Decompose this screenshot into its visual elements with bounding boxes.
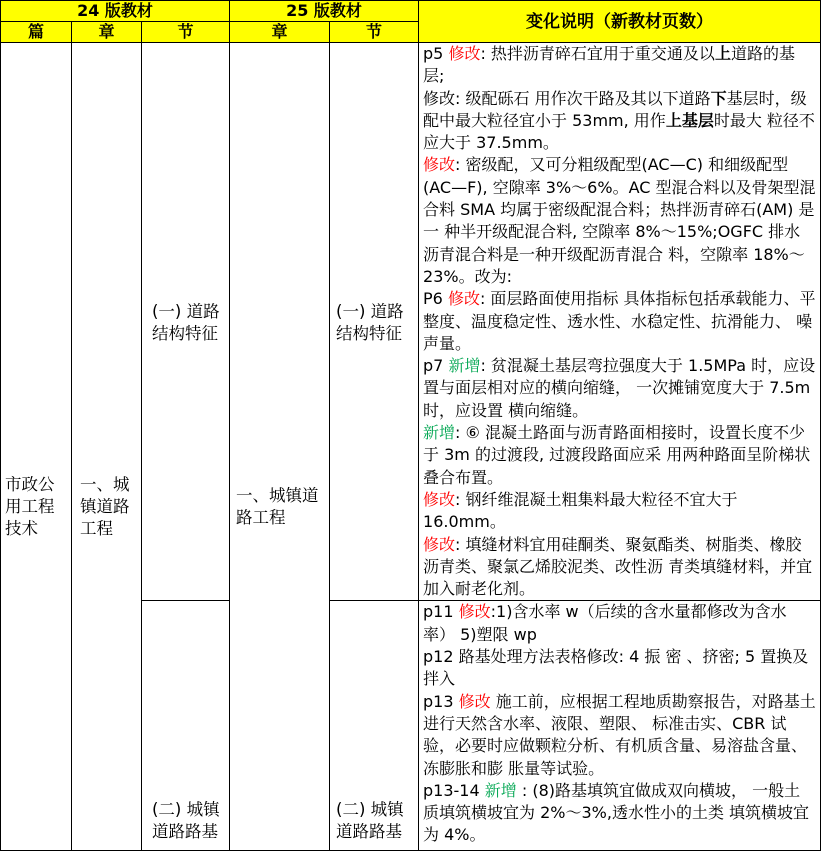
modify-tag: 修改 [458,602,491,622]
note-text: : (8)路基填筑宜做成双向横坡， 一般土质填筑横坡宜为 2%～3%,透水性小的土类 填筑横坡宜为 4%。 [423,780,810,845]
change-note [423,489,816,534]
modify-tag: 修改 [447,289,480,309]
header-zhang-24: 章 [72,22,142,43]
modify-tag: 修改 [458,691,491,711]
change-note [423,422,816,489]
note-text: 上基层 [665,110,714,130]
change-note [423,88,816,155]
header-24-edition: 24 版教材 [1,1,230,22]
modify-tag: 修改 [423,155,456,175]
change-note [423,154,816,288]
note-text: :1)含水率 w（后续的含水量都修改为含水率） 5)塑限 wp [423,602,787,644]
change-note [423,534,816,601]
header-change-notes: 变化说明（新教材页数） [419,1,821,43]
header-zhang-25: 章 [230,22,330,43]
note-text: : 钢纤维混凝土粗集料最大粒径不宜大于 16.0mm。 [423,489,738,532]
note-text: p12 路基处理方法表格修改: 4 振 密 、挤密; 5 置换及拌入 [423,647,809,689]
note-text: 施工前，应根据工程地质勘察报告，对路基土进行天然含水率、液限、塑限、 标准击实、CBR 试验，必要时应做颗粒分析、有机质含量、易溶盐含量、冻膨胀和膨 胀量等试验。 [423,691,816,778]
header-pian: 篇 [1,22,72,43]
note-text: p11 [423,602,459,622]
notes-section-2 [419,601,821,851]
header-jie-25: 节 [330,22,419,43]
modify-tag: 修改 [423,534,456,554]
change-note [423,780,816,847]
modify-tag: 修改 [448,44,481,63]
modify-tag: 修改 [423,489,456,509]
note-text: p13 [423,691,459,711]
note-text: : 贫混凝土基层弯拉强度大于 1.5MPa 时，应设置与面层相对应的横向缩缝， 一次摊铺宽度大于 7.5m 时，应设置 横向缩缝。 [423,356,816,420]
note-text: : 热拌沥青碎石宜用于重交通及以 [480,44,715,63]
add-tag: 新增 [484,780,517,800]
note-text: p7 [423,356,449,376]
zhang-24-cell: 一、城镇道路工程 [72,43,142,851]
jie-24-section-2: (二) 城镇道路路基 [142,601,230,851]
note-text: 上 [714,44,731,63]
note-text: p5 [423,44,449,63]
header-jie-24: 节 [142,22,230,43]
zhang-25-cell: 一、城镇道路工程 [230,43,330,851]
jie-25-section-2: (二) 城镇道路路基 [330,601,419,851]
add-tag: 新增 [448,356,481,376]
jie-24-section-1: (一) 道路结构特征 [142,43,230,601]
pian-cell: 市政公用工程技术 [1,43,72,851]
change-note [423,691,816,780]
change-note [423,288,816,355]
note-text: : 面层路面使用指标 具体指标包括承载能力、平整度、温度稳定性、透水性、水稳定性、抗滑能力、 噪声量。 [423,289,816,353]
change-note [423,43,816,88]
jie-25-section-1: (一) 道路结构特征 [330,43,419,601]
note-text: 时最大 粒径不应大于 37.5mm。 [423,110,815,153]
note-text: 基层时，级配中最大粒径宜小于 53mm, 用作 [423,88,807,130]
note-text: 修改: 级配砾石 用作次干路及其以下道路 [423,88,711,108]
note-text: : ⑥ 混凝土路面与沥青路面相接时，设置长度不少于 3m 的过渡段, 过渡段路面应采 用两种路面呈阶梯状叠合布置。 [423,423,811,487]
change-note [423,355,816,422]
note-text: 下 [710,88,727,108]
add-tag: 新增 [423,423,456,443]
change-note [423,646,816,691]
note-text: : 填缝材料宜用硅酮类、聚氨酯类、树脂类、橡胶沥青类、聚氯乙烯胶泥类、改性沥 青类填缝材料，并宜加入耐老化剂。 [423,534,813,599]
note-text: p13-14 [423,780,485,800]
notes-list-section-2 [423,601,816,846]
note-text: 道路的基层; [423,44,795,86]
notes-list-section-1 [423,43,816,600]
header-25-edition: 25 版教材 [230,1,419,22]
note-text: P6 [423,289,448,309]
change-note [423,601,816,646]
notes-section-1 [419,43,821,601]
note-text: : 密级配，又可分粗级配型(AC—C) 和细级配型(AC—F), 空隙率 3%～6%。AC 型混合料以及骨架型混合料 SMA 均属于密级配混合料；热拌沥青碎石(AM) 是 一 种半开级配混合料, 空隙率 8%～15%;OGFC 排水沥青混合料是一种开级配沥青混合 料，空隙率 18%～23%。改为: [423,155,816,286]
